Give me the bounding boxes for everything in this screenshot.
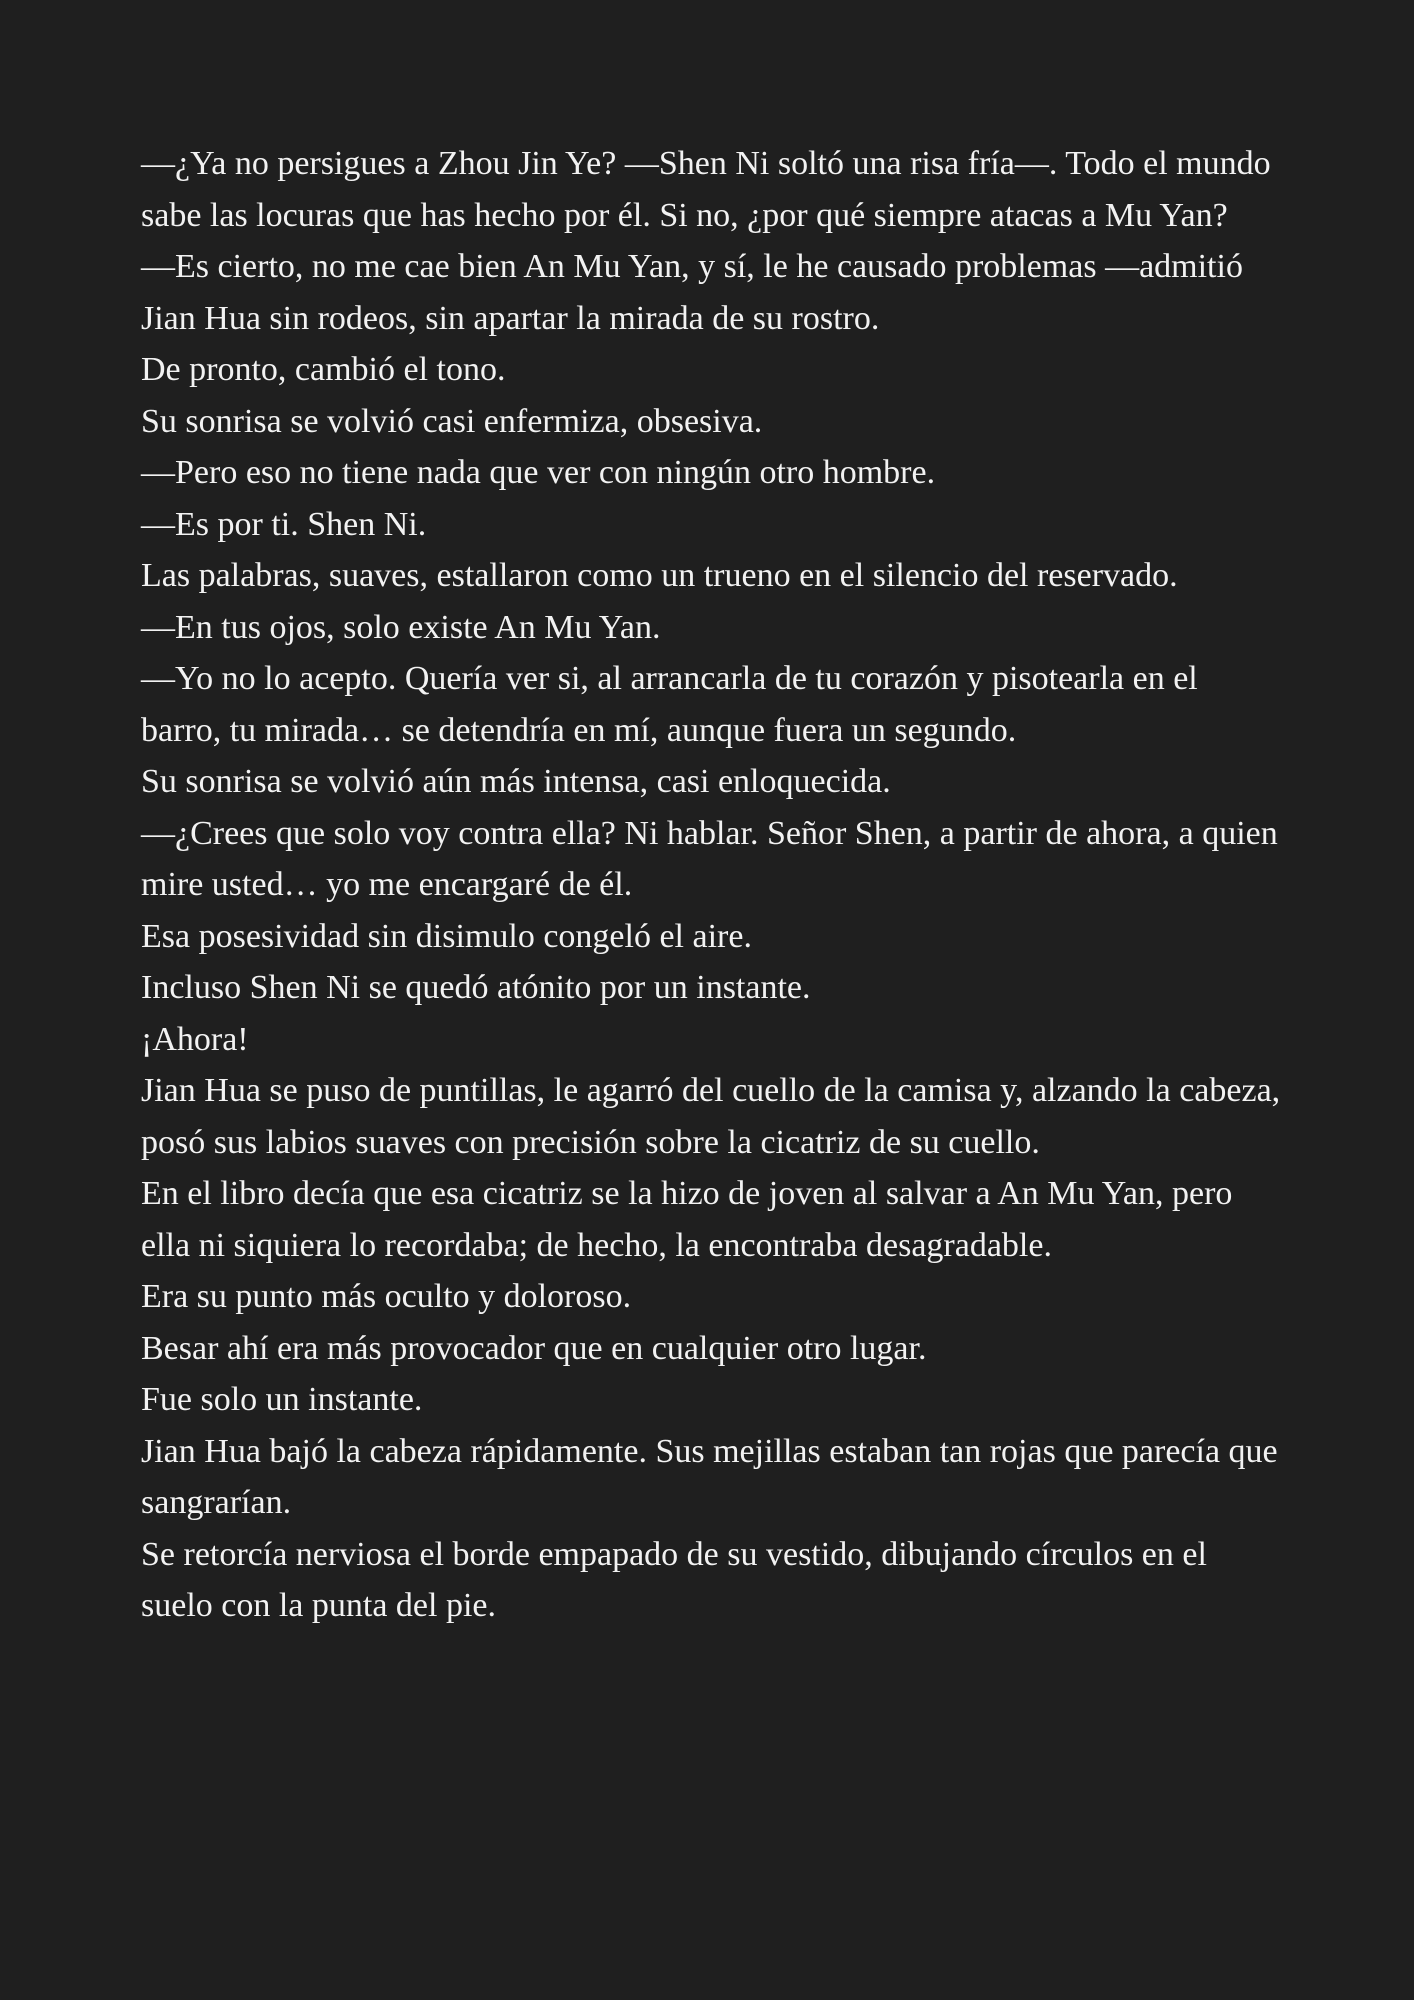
paragraph: Jian Hua bajó la cabeza rápidamente. Sus mejillas estaban tan rojas que parecía que sangrarían. (141, 1432, 1278, 1521)
paragraph: De pronto, cambió el tono. (141, 351, 506, 388)
paragraph: —Yo no lo acepto. Quería ver si, al arrancarla de tu corazón y pisotearla en el barro, tu mirada… se detendría en mí, aunque fuera un segundo. (141, 660, 1198, 749)
paragraph: Se retorcía nerviosa el borde empapado de su vestido, dibujando círculos en el suelo con la punta del pie. (141, 1535, 1207, 1624)
paragraph: ¡Ahora! (141, 1020, 249, 1058)
paragraph: Su sonrisa se volvió aún más intensa, casi enloquecida. (141, 763, 891, 800)
paragraph: —En tus ojos, solo existe An Mu Yan. (141, 608, 661, 646)
paragraph: Las palabras, suaves, estallaron como un trueno en el silencio del reservado. (141, 557, 1178, 594)
paragraph: Jian Hua se puso de puntillas, le agarró del cuello de la camisa y, alzando la cabeza, posó sus labios suaves con precisión sobre la cicatriz de su cuello. (141, 1072, 1281, 1161)
paragraph: Fue solo un instante. (141, 1381, 423, 1418)
paragraph: En el libro decía que esa cicatriz se la hizo de joven al salvar a An Mu Yan, pero ella ni siquiera lo recordaba; de hecho, la encontraba desagradable. (141, 1175, 1233, 1264)
paragraph: Era su punto más oculto y doloroso. (141, 1278, 632, 1315)
paragraph: —Es por ti. Shen Ni. (141, 505, 427, 543)
paragraph: Su sonrisa se volvió casi enfermiza, obsesiva. (141, 402, 763, 440)
paragraph: —¿Crees que solo voy contra ella? Ni hablar. Señor Shen, a partir de ahora, a quien mire usted… yo me encargaré de él. (141, 814, 1278, 903)
paragraph: —Pero eso no tiene nada que ver con ningún otro hombre. (141, 454, 936, 491)
chapter-text (141, 138, 1281, 1632)
paragraph: Incluso Shen Ni se quedó atónito por un instante. (141, 969, 811, 1006)
paragraph: —¿Ya no persigues a Zhou Jin Ye? —Shen Ni soltó una risa fría—. Todo el mundo sabe las locuras que has hecho por él. Si no, ¿por qué siempre atacas a Mu Yan? (141, 145, 1271, 234)
paragraph: Besar ahí era más provocador que en cualquier otro lugar. (141, 1329, 927, 1367)
paragraph: Esa posesividad sin disimulo congeló el aire. (141, 917, 752, 955)
paragraph: —Es cierto, no me cae bien An Mu Yan, y sí, le he causado problemas —admitió Jian Hua sin rodeos, sin apartar la mirada de su rostro. (141, 248, 1243, 337)
